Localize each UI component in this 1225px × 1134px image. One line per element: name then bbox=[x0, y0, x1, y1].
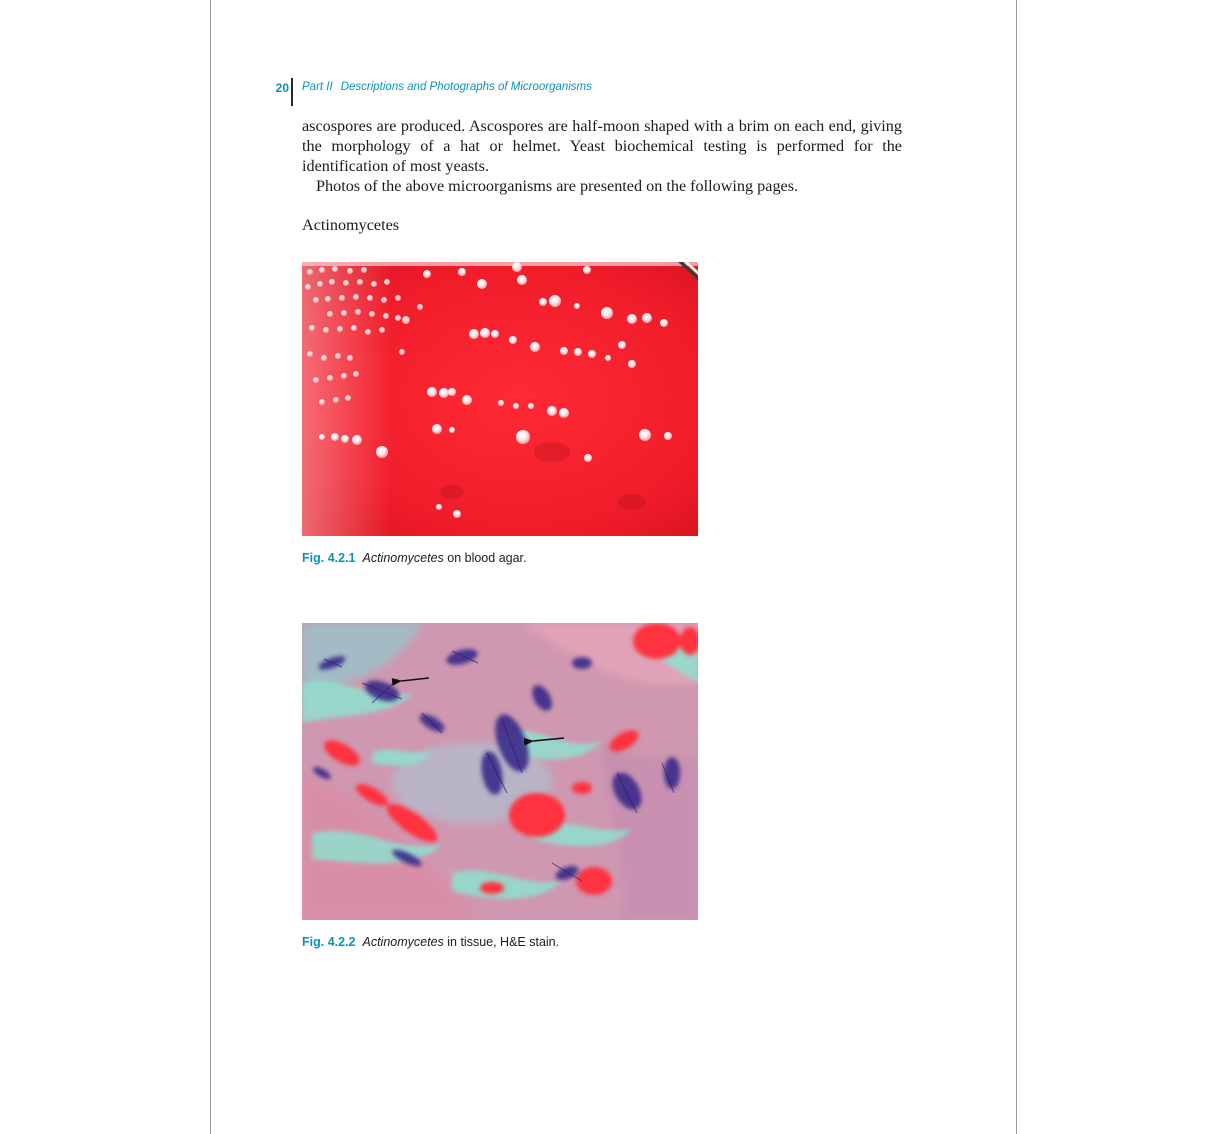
figure-caption bbox=[302, 935, 559, 949]
body-text bbox=[302, 116, 902, 196]
caption-genus: Actinomycetes bbox=[362, 935, 444, 949]
running-head-title: Descriptions and Photographs of Microorganisms bbox=[340, 81, 592, 93]
page-header bbox=[211, 78, 1016, 106]
document-page bbox=[210, 0, 1017, 1134]
caption-text: on blood agar. bbox=[443, 551, 527, 565]
figure-caption bbox=[302, 551, 527, 565]
section-heading: Actinomycetes bbox=[302, 216, 400, 234]
header-divider bbox=[291, 78, 293, 106]
figure-label: Fig. 4.2.1 bbox=[302, 551, 356, 565]
caption-genus: Actinomycetes bbox=[362, 551, 444, 565]
page-number: 20 bbox=[275, 81, 289, 95]
figure-image-tissue bbox=[302, 623, 698, 920]
figure-image-blood-agar bbox=[302, 262, 698, 536]
paragraph: ascospores are produced. Ascospores are half-moon shaped with a brim on each end, giving the morphology of a hat or helmet. Yeast biochemical testing is performed for the identification of most yeasts. bbox=[302, 117, 902, 175]
figure-label: Fig. 4.2.2 bbox=[302, 935, 356, 949]
running-head bbox=[302, 81, 592, 93]
running-head-part: Part II bbox=[302, 81, 333, 93]
caption-text: in tissue, H&E stain. bbox=[443, 935, 560, 949]
paragraph: Photos of the above microorganisms are presented on the following pages. bbox=[316, 177, 799, 195]
tissue-micrograph-icon bbox=[302, 623, 698, 920]
blood-agar-photo-icon bbox=[302, 262, 698, 536]
